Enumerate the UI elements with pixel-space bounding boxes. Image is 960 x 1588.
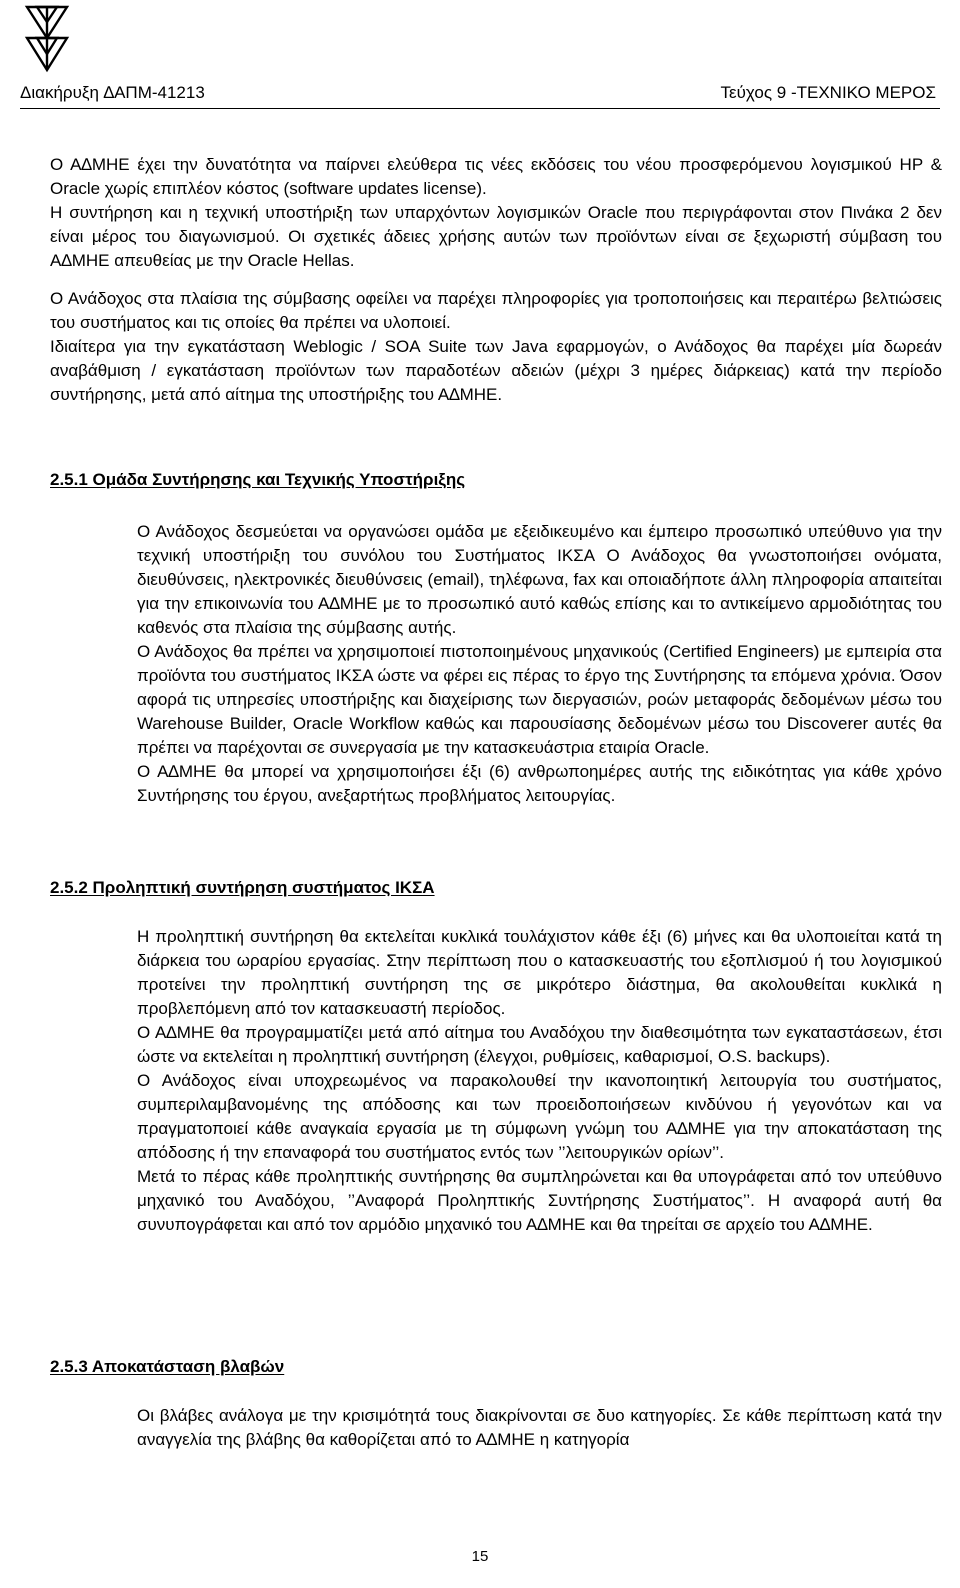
- header-divider: [20, 108, 940, 109]
- section-2-5-3-heading: 2.5.3 Αποκατάσταση βλαβών: [50, 1357, 285, 1376]
- section-2-5-1-paragraph-2: Ο Ανάδοχος θα πρέπει να χρησιμοποιεί πιστοποιημένους μηχανικούς (Certified Engineers) με εμπειρία στα προϊόντα του συστήματος ΙΚΣΑ ώστε να φέρει εις πέρας το έργο της Συντήρησης τα επόμενα χρόνια. Όσον αφορά τις υπηρεσίες υποστήριξης και διαχείρισης των διεργασιών, ροών μεταφοράς δεδομένων μέσω του Warehouse Builder, Oracle Workflow καθώς και παρουσίασης δεδομένων μέσω του Discoverer αυτές θα πρέπει να παρέχονται σε συνεργασία με την κατασκευάστρια εταιρία Oracle.: [137, 642, 942, 757]
- section-2-5-2-paragraph-3: Ο Ανάδοχος είναι υποχρεωμένος να παρακολουθεί την ικανοποιητική λειτουργία του συστήματος, συμπεριλαμβανομένης της απόδοσης και των προειδοποιήσεων κινδύνου ή γεγονότων και να πραγματοποιεί κάθε αναγκαία εργασία με τη σύμφωνη γνώμη του Α∆ΜΗΕ για την αποκατάσταση της απόδοσης ή την επαναφορά του συστήματος εντός των ’’λειτουργικών ορίων’’.: [137, 1071, 942, 1162]
- intro-paragraph-3: Ο Ανάδοχος στα πλαίσια της σύμβασης οφείλει να παρέχει πληροφορίες για τροποποιήσεις και περαιτέρω βελτιώσεις του συστήματος και τις οποίες θα πρέπει να υλοποιεί.: [50, 289, 942, 332]
- section-2-5-3-body: [137, 1404, 942, 1452]
- page-number: 15: [471, 1548, 489, 1565]
- section-2-5-1-paragraph-3: Ο Α∆ΜΗΕ θα μπορεί να χρησιμοποιήσει έξι (6) ανθρωποημέρες αυτής της ειδικότητας για κάθε χρόνο Συντήρησης του έργου, ανεξαρτήτως προβλήματος λειτουργίας.: [137, 762, 942, 805]
- section-2-5-1-heading: 2.5.1 Ομάδα Συντήρησης και Τεχνικής Υποστήριξης: [50, 470, 466, 489]
- organization-logo: [24, 4, 70, 74]
- section-2-5-2-body: [137, 925, 942, 1237]
- intro-paragraph-4: Ιδιαίτερα για την εγκατάσταση Weblogic / SOA Suite των Java εφαρμογών, ο Ανάδοχος θα παρέχει μία δωρεάν αναβάθμιση / εγκατάσταση προϊόντων των παραδοτέων αδειών (μέχρι 3 ημέρες διάρκειας) κατά την περίοδο συντήρησης, μετά από αίτημα της υποστήριξης του Α∆ΜΗΕ.: [50, 337, 942, 404]
- section-2-5-2-heading: 2.5.2 Προληπτική συντήρηση συστήματος ΙΚΣΑ: [50, 878, 435, 897]
- intro-paragraph-1: Ο Α∆ΜΗΕ έχει την δυνατότητα να παίρνει ελεύθερα τις νέες εκδόσεις του νέου προσφερόμενου λογισμικού HP & Oracle χωρίς επιπλέον κόστος (software updates license).: [50, 155, 942, 198]
- header-tender-reference: Διακήρυξη ∆ΑΠΜ-41213: [20, 83, 205, 102]
- section-2-5-1-paragraph-1: Ο Ανάδοχος δεσμεύεται να οργανώσει ομάδα με εξειδικευμένο και έμπειρο προσωπικό υπεύθυνο για την τεχνική υποστήριξη του συνόλου του Συστήματος ΙΚΣΑ Ο Ανάδοχος θα γνωστοποιήσει ονόματα, διευθύνσεις, ηλεκτρονικές διευθύνσεις (email), τηλέφωνα, fax και οποιαδήποτε άλλη πληροφορία απαιτείται για την επικοινωνία του Α∆ΜΗΕ με το προσωπικό αυτό καθώς επίσης και το αντικείμενο αρμοδιότητας του καθενός στα πλαίσια της σύμβασης αυτής.: [137, 522, 942, 637]
- intro-block: [50, 153, 942, 407]
- intro-paragraph-2: Η συντήρηση και η τεχνική υποστήριξη των υπαρχόντων λογισμικών Oracle που περιγράφονται στον Πινάκα 2 δεν είναι μέρος του διαγωνισμού. Οι σχετικές άδειες χρήσης αυτών των προϊόντων είναι σε ξεχωριστή σύμβαση του Α∆ΜΗΕ απευθείας με την Oracle Hellas.: [50, 203, 942, 270]
- section-2-5-2-paragraph-1: Η προληπτική συντήρηση θα εκτελείται κυκλικά τουλάχιστον κάθε έξι (6) μήνες και θα υλοποιείται κατά τη διάρκεια του ωραρίου εργασίας. Στην περίπτωση που ο κατασκευαστής του εξοπλισμού ή του λογισμικού προτείνει την προληπτική συντήρηση της σε μικρότερο διάστημα, θα ακολουθείται κυκλικά η προβλεπόμενη από τον κατασκευαστή περίοδος.: [137, 927, 942, 1018]
- section-2-5-2-paragraph-4: Μετά το πέρας κάθε προληπτικής συντήρησης θα συμπληρώνεται και θα υπογράφεται από τον υπεύθυνο μηχανικό του Αναδόχου, ’’Αναφορά Προληπτικής Συντήρησης Συστήματος’’. Η αναφορά αυτή θα συνυπογράφεται και από τον αρμόδιο μηχανικό του Α∆ΜΗΕ και θα τηρείται σε αρχείο του Α∆ΜΗΕ.: [137, 1167, 942, 1234]
- section-2-5-1-body: [137, 520, 942, 808]
- header-volume-title: Τεύχος 9 -ΤΕΧΝΙΚΟ ΜΕΡΟΣ: [720, 83, 936, 102]
- section-2-5-3-paragraph-1: Οι βλάβες ανάλογα με την κρισιμότητά τους διακρίνονται σε δυο κατηγορίες. Σε κάθε περίπτωση κατά την αναγγελία της βλάβης θα καθορίζεται από το Α∆ΜΗΕ η κατηγορία: [137, 1406, 942, 1449]
- section-2-5-2-paragraph-2: Ο Α∆ΜΗΕ θα προγραμματίζει μετά από αίτημα του Αναδόχου την διαθεσιμότητα των εγκαταστάσεων, έτσι ώστε να εκτελείται η προληπτική συντήρηση (έλεγχοι, ρυθμίσεις, καθαρισμοί, O.S. backups).: [137, 1023, 942, 1066]
